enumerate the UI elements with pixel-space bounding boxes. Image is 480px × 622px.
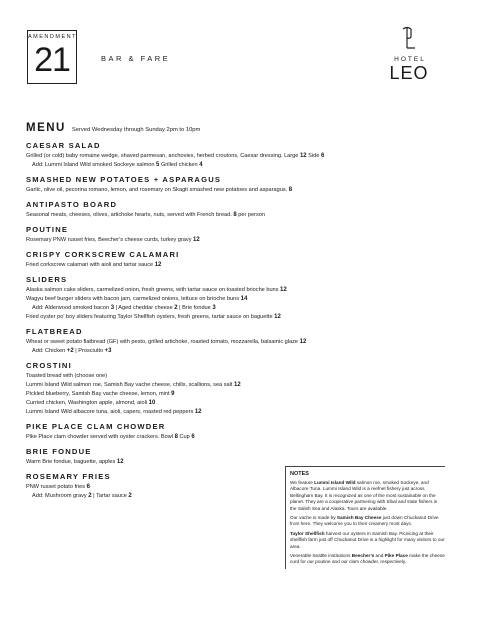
note-paragraph bbox=[290, 553, 445, 566]
amendment-21-logo bbox=[27, 30, 77, 84]
note-bold: Taylor Shellfish bbox=[290, 530, 325, 536]
price: 9 bbox=[171, 391, 175, 397]
section-title: FLATBREAD bbox=[26, 327, 83, 336]
price: 8 bbox=[233, 212, 237, 218]
note-text: harvest our oysters in Samish Bay. Picnicing at their shellfish farm just off Chuckanut Drive is a highlight for many visitors to our area. bbox=[290, 530, 445, 549]
note-bold: Beecher’s bbox=[351, 553, 375, 559]
price: 6 bbox=[86, 484, 90, 490]
item-description bbox=[26, 372, 446, 381]
section-title: ROSEMARY FRIES bbox=[26, 472, 111, 481]
item-text: Add: Chicken bbox=[32, 348, 67, 354]
section-title: CAESAR SALAD bbox=[26, 141, 101, 150]
menu-header bbox=[26, 122, 446, 134]
price: 6 bbox=[191, 434, 195, 440]
price: 3 bbox=[110, 305, 115, 311]
menu-section bbox=[26, 361, 446, 417]
price: 8 bbox=[174, 434, 178, 440]
note-text: and bbox=[374, 553, 385, 559]
item-description bbox=[26, 236, 446, 245]
price: 2 bbox=[88, 493, 92, 499]
menu-section bbox=[26, 250, 446, 270]
menu-sections bbox=[26, 141, 446, 501]
section-title: ANTIPASTO BOARD bbox=[26, 200, 118, 209]
item-text: Pike Place clam chowder served with oyster crackers. Bowl bbox=[26, 434, 175, 440]
price: +2 bbox=[66, 348, 74, 354]
price: 12 bbox=[193, 237, 200, 243]
notes-title: NOTES bbox=[290, 471, 309, 477]
item-text: Rosemary PNW russet fries, Beecher’s cheese curds, turkey gravy bbox=[26, 237, 194, 243]
item-description bbox=[26, 399, 446, 408]
price: 2 bbox=[174, 305, 178, 311]
item-text: Fried oyster po’ boy sliders featuring Taylor Shellfish oysters, fresh greens, tartar sauce on baguette bbox=[26, 314, 275, 320]
logo-number: 21 bbox=[34, 41, 70, 79]
price: 12 bbox=[299, 153, 307, 159]
hotel-leo-monogram-icon bbox=[398, 26, 420, 50]
section-title: PIKE PLACE CLAM CHOWDER bbox=[26, 422, 166, 431]
menu-section bbox=[26, 175, 446, 195]
note-paragraph bbox=[290, 480, 445, 512]
price: 12 bbox=[234, 382, 241, 388]
item-text: Lummi Island Wild albacore tuna, aioli, capers, roasted red peppers bbox=[26, 409, 195, 415]
price: +3 bbox=[104, 348, 112, 354]
price: 5 bbox=[156, 162, 160, 168]
price: 8 bbox=[288, 187, 293, 193]
menu-section bbox=[26, 447, 446, 467]
add-on-line bbox=[26, 347, 446, 356]
item-text: Wheat or sweet potato flatbread (GF) with pesto, grilled artichoke, roasted tomato, mozzarella, balsamic glaze bbox=[26, 339, 300, 345]
menu-section bbox=[26, 141, 446, 170]
logo-small-text: AMENDMENT bbox=[28, 34, 77, 40]
menu-section bbox=[26, 225, 446, 245]
price: 2 bbox=[128, 493, 132, 499]
price: 4 bbox=[199, 162, 203, 168]
item-description bbox=[26, 211, 446, 220]
item-text: Lummi Island Wild salmon roe, Samish Bay vache cheese, chills, scallions, sea salt bbox=[26, 382, 234, 388]
item-description bbox=[26, 261, 446, 270]
note-paragraph bbox=[290, 531, 445, 550]
item-description bbox=[26, 433, 446, 442]
price: 3 bbox=[212, 305, 216, 311]
menu-section bbox=[26, 327, 446, 356]
hotel-name: LEO bbox=[389, 63, 429, 83]
item-description bbox=[26, 152, 446, 161]
section-title: SLIDERS bbox=[26, 275, 68, 284]
item-description bbox=[26, 186, 446, 195]
menu-title: MENU bbox=[26, 122, 66, 134]
item-text: Cup bbox=[177, 434, 192, 440]
item-text: Seasonal meats, cheeses, olives, artichoke hearts, nuts, served with French bread. bbox=[26, 212, 234, 218]
price: 12 bbox=[280, 287, 287, 293]
item-text: PNW russet potato fries bbox=[26, 484, 87, 490]
section-title: POUTINE bbox=[26, 225, 69, 234]
section-title: BRIE FONDUE bbox=[26, 447, 92, 456]
price: 12 bbox=[154, 262, 162, 268]
note-text: Venerable Seattle institutions bbox=[290, 553, 352, 559]
item-text: | Brie fondue bbox=[177, 305, 213, 311]
add-on-line bbox=[26, 161, 446, 170]
item-text: | Tartar sauce bbox=[91, 493, 129, 499]
note-bold: Pike Place bbox=[384, 553, 408, 559]
item-text: | Aged cheddar cheese bbox=[114, 305, 175, 311]
item-text: | Prosciutto bbox=[73, 348, 105, 354]
item-text: Garlic, olive oil, pecorina romano, lemon, and rosemary on Skagit smashed new potatoes and asparagus. bbox=[26, 187, 289, 193]
note-text: make the cheese curd for our poutine and our clam chowder, respectively. bbox=[290, 553, 445, 565]
item-description bbox=[26, 381, 446, 390]
item-text: Grilled (or cold) baby romaine wedge, shaved parmesan, anchovies, herbed croutons, Caesar dressing. Large bbox=[26, 153, 300, 159]
note-paragraph bbox=[290, 515, 445, 528]
item-text: Add: Lummi Island Wild smoked Sockeye salmon bbox=[32, 162, 157, 168]
menu-section bbox=[26, 200, 446, 220]
price: 12 bbox=[274, 314, 281, 320]
price: 12 bbox=[116, 459, 124, 465]
price: 12 bbox=[299, 339, 307, 345]
item-text: Warm Brie fondue, baguette, apples bbox=[26, 459, 117, 465]
menu-section bbox=[26, 422, 446, 442]
item-description bbox=[26, 390, 446, 399]
item-text: per person bbox=[236, 212, 266, 218]
notes-box bbox=[285, 466, 445, 569]
price: 10 bbox=[148, 400, 156, 406]
item-text: Fried corkscrew calamari with aioli and tartar sauce bbox=[26, 262, 155, 268]
item-text: Add: Mushroom gravy bbox=[32, 493, 89, 499]
note-text: just down Chuckanut Drive from here. They welcome you to their creamery most days. bbox=[290, 515, 439, 527]
item-description bbox=[26, 313, 446, 322]
item-text: Toasted bread with (choose one) bbox=[26, 373, 108, 379]
item-text: Pickled blueberry, Samish Bay vache cheese, lemon, mint bbox=[26, 391, 172, 397]
item-description bbox=[26, 338, 446, 347]
item-text: Alaska salmon cake sliders, carmelized onion, fresh greens, with tartar sauce on toasted brioche buns bbox=[26, 287, 281, 293]
hotel-label: HOTEL bbox=[394, 56, 426, 63]
price: 14 bbox=[240, 296, 248, 302]
note-text: We feature bbox=[290, 480, 315, 485]
price: 6 bbox=[320, 153, 325, 159]
menu bbox=[26, 122, 446, 506]
note-bold: Samish Bay Cheese bbox=[336, 515, 382, 521]
note-bold: Lummi Island Wild bbox=[314, 480, 356, 485]
price: 12 bbox=[194, 409, 202, 415]
section-title: CRISPY CORKSCREW CALAMARI bbox=[26, 250, 180, 259]
item-text: Add: Alderwood smoked bacon bbox=[32, 305, 111, 311]
item-text: Side bbox=[306, 153, 321, 159]
item-text: Wagyu beef burger sliders with bacon jam, carmelized onions, lettuce on brioche buns bbox=[26, 296, 241, 302]
item-text: Grilled chicken bbox=[159, 162, 200, 168]
notes-list bbox=[290, 480, 445, 566]
section-title: SMASHED NEW POTATOES + ASPARAGUS bbox=[26, 175, 222, 184]
add-on-line bbox=[26, 304, 446, 313]
item-description bbox=[26, 286, 446, 295]
note-text: Our vache is made by bbox=[290, 515, 337, 521]
section-title: CROSTINI bbox=[26, 361, 72, 370]
item-description bbox=[26, 408, 446, 417]
item-text: Curried chicken, Washington apple, almond, aioli bbox=[26, 400, 149, 406]
menu-hours: Served Wednesday through Sunday 2pm to 10pm bbox=[71, 127, 201, 133]
menu-section bbox=[26, 275, 446, 322]
brand-subtitle: BAR & FARE bbox=[101, 54, 171, 63]
note-text: salmon roe, smoked Sockeye, and Albacore Tuna. Lummi Island Wild is a reefnet fishery just across Bellingham Bay. It is recognized as one of the most sustainable on the planet. They are a cooperative partnering with tribal and state fishers in the Salish Sea and Alaska. Tours are available. bbox=[290, 480, 438, 511]
item-description bbox=[26, 295, 446, 304]
